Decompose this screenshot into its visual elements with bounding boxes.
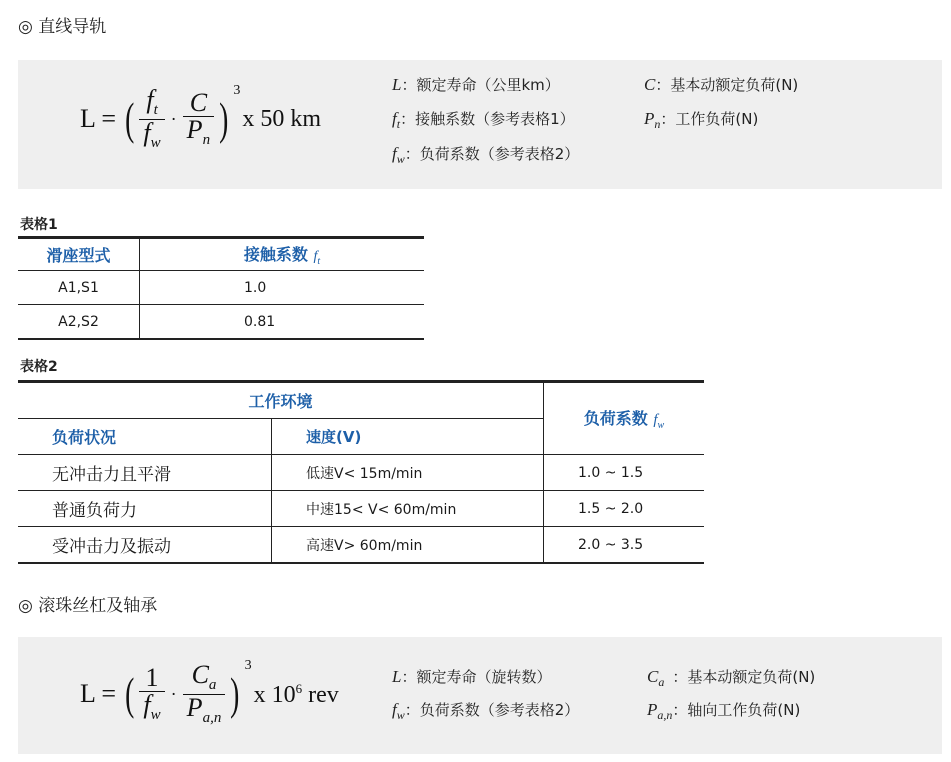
desc-l [392, 74, 560, 95]
table-row [18, 491, 704, 527]
table2-cell-speed: 高速V> 60m/min [272, 527, 544, 564]
table2-group-header-row [18, 382, 704, 419]
table2-cell-speed: 中速15< V< 60m/min [272, 491, 544, 527]
table-row [18, 455, 704, 491]
fraction-1-fw [139, 662, 164, 724]
table1-header-factor-symbol: f [313, 249, 318, 265]
table1-header-row [18, 238, 424, 271]
table1-header-type: 滑座型式 [18, 238, 140, 271]
table2-header-speed-label: 速度(V) [306, 428, 362, 446]
desc-pn-subscript: n [654, 117, 661, 131]
desc2-pan [647, 699, 800, 723]
fw-subscript: w [150, 134, 161, 151]
desc-c [644, 74, 798, 95]
left-paren: ( [125, 93, 135, 144]
desc-fw-text: ：负荷系数（参考表格2） [404, 145, 580, 163]
formula-linear-guide [80, 84, 321, 154]
table1 [18, 236, 424, 340]
formula2-tail [254, 682, 339, 707]
desc2-pan-text: ：轴向工作负荷(N) [672, 701, 801, 719]
desc2-pan-subscript: a,n [657, 708, 673, 722]
fraction-ca-pan [183, 662, 226, 725]
pn-subscript: n [202, 132, 211, 149]
formula-tail: x 50 km [242, 106, 322, 132]
dot-operator: · [170, 684, 177, 704]
ca-subscript: a [208, 677, 217, 694]
ft-symbol: f [146, 85, 154, 115]
left-paren: ( [125, 668, 135, 719]
right-paren: ) [230, 668, 240, 719]
table-row [18, 271, 424, 305]
formula-exponent: 3 [233, 83, 241, 98]
fw-symbol: f [143, 689, 151, 719]
table2-cell-factor: 2.0 ~ 3.5 [578, 536, 644, 553]
table2-header-factor [544, 382, 705, 455]
dot-operator: · [170, 109, 177, 129]
table1-header-factor-subscript: t [317, 255, 321, 267]
desc-l-symbol: L [392, 75, 402, 94]
table1-header-factor [140, 238, 425, 271]
ca-symbol: C [191, 660, 209, 690]
desc-fw-symbol: f [392, 144, 397, 163]
table1-cell-type: A1,S1 [18, 271, 140, 305]
table1-cell-factor: 0.81 [140, 305, 425, 340]
desc2-l [392, 666, 551, 687]
fraction-ft-fw [139, 87, 164, 150]
desc-pn-symbol: P [644, 109, 655, 128]
table-row [18, 527, 704, 564]
desc2-fw-subscript: w [396, 708, 405, 722]
desc-c-text: ：基本动额定负荷(N) [655, 76, 799, 94]
table2-cell-load: 受冲击力及振动 [18, 527, 272, 564]
formula-lhs: L = [80, 104, 117, 133]
table2-cell-factor: 1.0 ~ 1.5 [544, 455, 705, 491]
table2-cell-factor: 1.5 ~ 2.0 [544, 491, 705, 527]
formula-ball-screw [80, 659, 339, 729]
desc-pn-text: ：工作负荷(N) [660, 110, 759, 128]
table2-header-factor-symbol: f [653, 412, 658, 428]
table-row [18, 305, 424, 340]
table1-header-factor-label: 接触系数 [243, 245, 308, 265]
c-symbol: C [189, 87, 208, 117]
desc2-fw [392, 699, 579, 723]
right-paren: ) [219, 93, 229, 144]
desc-ft-text: ：接触系数（参考表格1） [400, 110, 575, 128]
desc2-ca [647, 666, 815, 690]
fw-symbol: f [143, 117, 151, 147]
desc-ft-symbol: f [392, 109, 397, 128]
fraction-c-pn [183, 87, 214, 149]
formula2-tail-unit: rev [302, 681, 339, 708]
desc-c-symbol: C [644, 75, 656, 94]
fw-subscript: w [150, 707, 161, 724]
desc2-fw-text: ：负荷系数（参考表格2） [404, 701, 580, 719]
desc-fw-subscript: w [396, 152, 405, 166]
formula2-tail-base: x 10 [253, 681, 296, 708]
desc-ft-subscript: t [396, 117, 401, 131]
table2-cell-load: 无冲击力且平滑 [18, 455, 272, 491]
section-heading-linear-guide: ◎ 直线导轨 [18, 17, 107, 37]
desc2-fw-symbol: f [392, 700, 397, 719]
table2-cell-load: 普通负荷力 [18, 491, 272, 527]
desc-ft [392, 108, 575, 132]
table2-title: 表格2 [20, 359, 58, 375]
desc-l-text: ：额定寿命（公里km） [401, 76, 560, 94]
desc-pn [644, 108, 758, 132]
table2-header-speed [272, 419, 544, 455]
formula2-lhs: L = [80, 679, 117, 708]
desc2-l-symbol: L [392, 667, 402, 686]
table2-header-load: 负荷状况 [18, 419, 272, 455]
desc2-ca-subscript: a [658, 675, 665, 689]
table2-group-header: 工作环境 [18, 382, 544, 419]
section-heading-ball-screw: ◎ 滚珠丝杠及轴承 [18, 596, 158, 616]
desc2-pan-symbol: P [647, 700, 658, 719]
desc2-ca-text: ：基本动额定负荷(N) [672, 668, 816, 686]
pan-subscript: a,n [202, 709, 222, 726]
table1-cell-type: A2,S2 [18, 305, 140, 340]
pan-symbol: P [186, 692, 203, 722]
table1-cell-factor: 1.0 [140, 271, 425, 305]
pn-symbol: P [186, 114, 203, 144]
table2-cell-speed: 低速V< 15m/min [272, 455, 544, 491]
desc-fw [392, 143, 579, 167]
table2 [18, 380, 704, 564]
table1-title: 表格1 [20, 217, 58, 233]
formula2-tail-exponent: 6 [295, 680, 303, 696]
desc2-l-text: ：额定寿命（旋转数） [401, 668, 552, 686]
table2-header-factor-subscript: w [657, 420, 665, 431]
ft-subscript: t [153, 102, 158, 119]
desc2-ca-symbol: C [647, 667, 659, 686]
table2-header-factor-label: 负荷系数 [583, 409, 648, 428]
numerator-one: 1 [145, 662, 159, 692]
formula2-exponent: 3 [244, 658, 252, 673]
